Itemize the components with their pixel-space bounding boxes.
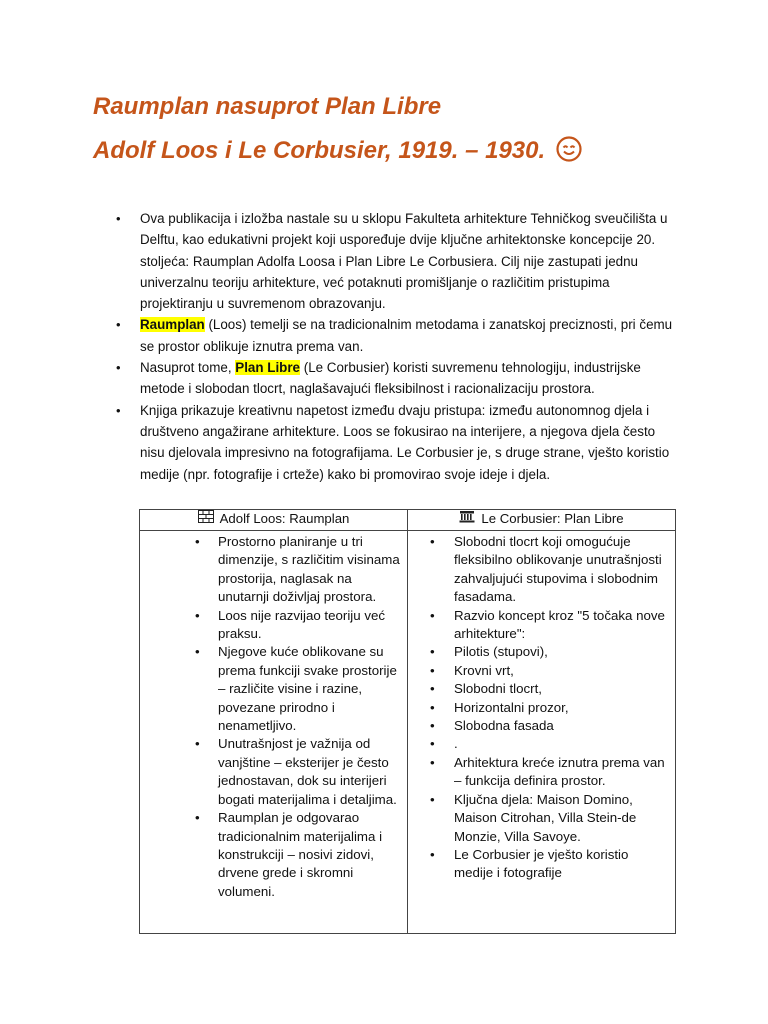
- list-item-text: Slobodni tlocrt,: [454, 681, 542, 697]
- left-header-label: Adolf Loos: Raumplan: [219, 510, 350, 526]
- table-header-row: [140, 510, 676, 531]
- list-item-text: Slobodni tlocrt koji omogućuje fleksibilno oblikovanje unutrašnjosti zahvaljujući stupovima i slobodnim fasadama.: [454, 534, 662, 605]
- list-item-text: Loos nije razvijao teoriju već praksu.: [218, 607, 386, 642]
- list-item-text: Arhitektura kreće iznutra prema van – funkcija definira prostor.: [454, 754, 665, 789]
- list-item-text: Prostorno planiranje u tri dimenzije, s različitim visinama prostorija, naglasak na unutarnji doživljaj prostora.: [218, 534, 400, 605]
- right-header-label: Le Corbusier: Plan Libre: [481, 510, 624, 526]
- bullet-dot: •: [430, 736, 435, 752]
- list-item-text: .: [454, 736, 458, 752]
- list-item-text: Raumplan je odgovarao tradicionalnim materijalima i konstrukciji – nosivi zidovi, drvene grede i skromni volumeni.: [218, 810, 383, 899]
- bullet-dot: •: [116, 402, 121, 418]
- left-column-cell: [140, 531, 408, 934]
- highlighted-term-plan-libre: Plan Libre: [235, 360, 301, 376]
- document-title-line2: [93, 136, 582, 169]
- bullet-dot: •: [116, 360, 121, 376]
- list-item-text: Le Corbusier je vješto koristio medije i fotografije: [454, 846, 629, 881]
- bullet-item: [113, 314, 675, 357]
- list-item-text: Unutrašnjost je važnija od vanjštine – eksterijer je često jednostavan, dok su interijeri bogati materijalima i detaljima.: [218, 736, 397, 807]
- list-item: [140, 643, 401, 735]
- left-column-header: [140, 510, 408, 531]
- bullet-dot: •: [195, 644, 200, 660]
- bullet-dot: •: [430, 791, 435, 807]
- list-item: [408, 717, 669, 735]
- bullet-item: [113, 357, 675, 400]
- list-item: [408, 607, 669, 644]
- bullet-dot: •: [430, 607, 435, 623]
- list-item: [408, 791, 669, 846]
- plan-libre-list: [408, 531, 675, 883]
- list-item: [408, 846, 669, 883]
- building-columns-icon: [459, 510, 475, 526]
- list-item-text: Njegove kuće oblikovane su prema funkciji svake prostorije – različite visine i razine, povezane prirodno i nenametljivo.: [218, 644, 397, 734]
- bullet-text: (Loos) temelji se na tradicionalnim metodama i zanatskoj preciznosti, pri čemu se prostor oblikuje iznutra prema van.: [140, 317, 673, 354]
- bullet-dot: •: [195, 810, 200, 826]
- bullet-text: Ova publikacija i izložba nastale su u sklopu Fakulteta arhitekture Tehničkog sveučilišta u Delftu, kao edukativni projekt koji uspoređuje dvije ključne arhitektonske koncepcije 20. stoljeća: Raumplan Adolfa Loosa i Plan Libre Le Corbusiera. Cilj nije zastupati jednu univerzalnu teoriju arhitekture, već potaknuti promišljanje o različitim pristupima projektiranju u suvremenom obrazovanju.: [140, 211, 668, 312]
- bullet-dot: •: [430, 754, 435, 770]
- bullet-text: (Le Corbusier) koristi suvremenu tehnologiju, industrijske metode i slobodan tlocrt, naglašavajući fleksibilnost i racionalizaciju prostora.: [140, 360, 641, 397]
- list-item-text: Krovni vrt,: [454, 662, 514, 678]
- bullet-text: Knjiga prikazuje kreativnu napetost između dvaju pristupa: između autonomnog djela i društveno angažirane arhitekture. Loos se fokusirao na interijere, a njegova djela često nisu djelovala impresivno na fotografijama. Le Corbusier je, s druge strane, vješto koristio medije (npr. fotografije i crteže) kako bi promovirao svoje ideje i djela.: [140, 402, 670, 482]
- list-item-text: Razvio koncept kroz "5 točaka nove arhitekture":: [454, 607, 665, 642]
- bullet-dot: •: [195, 736, 200, 752]
- brick-wall-icon: [198, 510, 214, 526]
- bullet-dot: •: [430, 644, 435, 660]
- list-item: [408, 754, 669, 791]
- bullet-dot: •: [116, 211, 121, 226]
- smiling-face-emoji-icon: [556, 136, 582, 169]
- bullet-dot: •: [430, 718, 435, 734]
- bullet-dot: •: [430, 662, 435, 678]
- list-item-text: Ključna djela: Maison Domino, Maison Citrohan, Villa Stein-de Monzie, Villa Savoye.: [454, 791, 637, 844]
- bullet-dot: •: [195, 607, 200, 623]
- bullet-dot: •: [195, 534, 200, 549]
- list-item: [408, 662, 669, 680]
- list-item: [408, 735, 669, 753]
- list-item: [408, 643, 669, 661]
- right-column-cell: [408, 531, 676, 934]
- intro-bullet-list: [113, 208, 675, 485]
- list-item: [408, 699, 669, 717]
- document-title-line1: Raumplan nasuprot Plan Libre: [93, 93, 442, 120]
- highlighted-term-raumplan: Raumplan: [140, 317, 205, 333]
- list-item: [408, 680, 669, 698]
- bullet-text-prefix: Nasuprot tome,: [140, 360, 236, 376]
- right-column-header: [408, 510, 676, 531]
- list-item: [140, 735, 401, 809]
- bullet-dot: •: [430, 534, 435, 549]
- bullet-dot: •: [430, 846, 435, 862]
- list-item: [140, 533, 401, 607]
- table-body-row: [140, 531, 676, 934]
- bullet-dot: •: [116, 317, 121, 333]
- list-item: [140, 809, 401, 901]
- list-item: [140, 607, 401, 644]
- bullet-item: [113, 400, 675, 485]
- list-item-text: Pilotis (stupovi),: [454, 644, 548, 660]
- raumplan-list: [140, 531, 407, 901]
- bullet-dot: •: [430, 681, 435, 697]
- list-item-text: Horizontalni prozor,: [454, 699, 569, 715]
- list-item-text: Slobodna fasada: [454, 718, 554, 734]
- bullet-dot: •: [430, 699, 435, 715]
- title-line2-text: Adolf Loos i Le Corbusier, 1919. – 1930.: [93, 137, 546, 164]
- bullet-item: [113, 208, 675, 314]
- list-item: [408, 533, 669, 607]
- comparison-table: [139, 509, 676, 934]
